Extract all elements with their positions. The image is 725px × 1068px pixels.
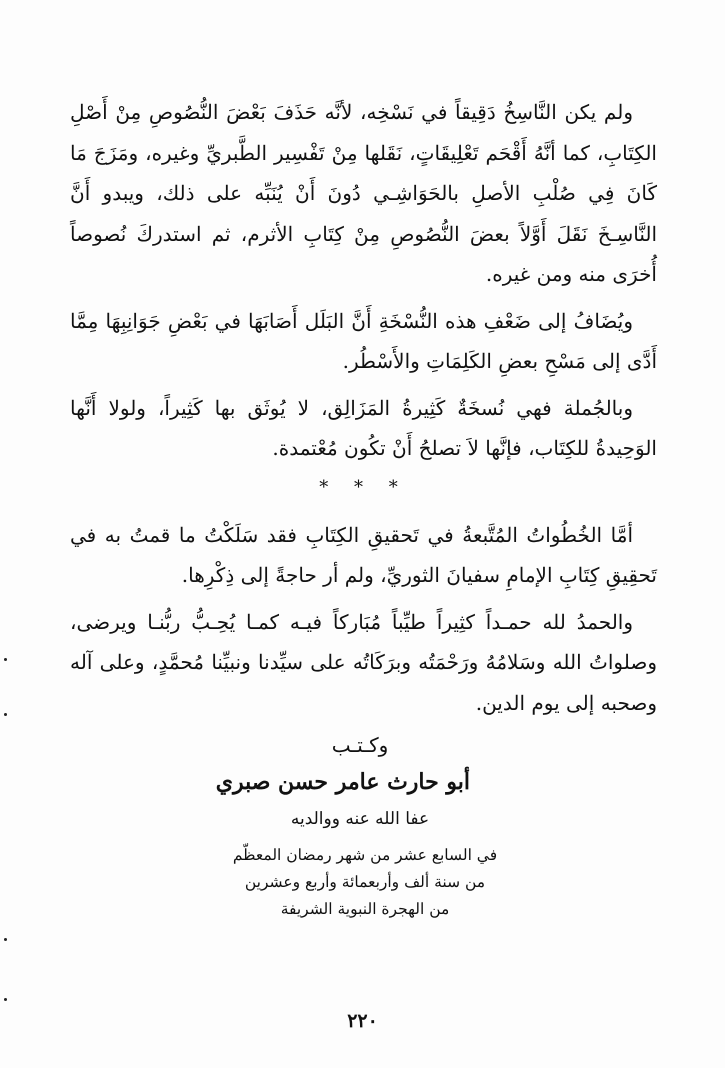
main-text [70,92,657,729]
paragraph-manuscript-reliability: وبالجُملة فهي نُسخَةٌ كَثِيرةُ المَزَالِق، لا يُوثَق بها كَثِيراً، ولولا أَنَّها الوَحِيدةُ للكِتَاب، فإنَّها لاَ تصلحُ أَنْ تكُون مُعْتمدة. [70,395,657,460]
completion-date [200,842,530,923]
margin-mark [4,713,7,716]
author-prayer: عفا الله عنه ووالديه [290,809,430,829]
author-name: أبو حارث عامر حسن صبري [215,769,470,795]
date-line-era: من الهجرة النبوية الشريفة [280,900,450,918]
date-line-day: في السابع عشر من شهر رمضان المعظّم [232,846,498,864]
paragraph-closing-praise: والحمدُ لله حمـداً كثِيراً طيِّباً مُبَاركاً فيـه كمـا يُحِـبُّ ربُّنـا ويرضى، وصلواتُ الله وسَلامُهُ ورَحْمَتُه وبرَكَاتُه على سيِّدنا ونبيِّنا مُحمَّدٍ، وعلى آله وصحبه إلى يوم الدين. [70,609,657,715]
paragraph-manuscript-damage: ويُضَافُ إلى ضَعْفِ هذه النُّسْخَةِ أَنَّ البَلَل أَصَابَهَا في بَعْضِ جَوَانِبِهَا مِمَّا أَدَّى إلى مَسْحِ بعضِ الكَلِمَاتِ والأَسْطُر. [70,308,657,373]
paragraph-copyist-accuracy: ولم يكن النَّاسِخُ دَقِيقاً في نَسْخِه، لأنَّه حَذَفَ بَعْضَ النُّصُوصِ مِنْ أَصْلِ الكِتَابِ، كما أنَّهُ أَقْحَم تَعْلِيقَاتٍ، نَقَلها مِنْ تَفْسِير الطَّبريِّ وغيره، ومَزَجَ مَا كَانَ فِي صُلْبِ الأصلِ بالحَوَاشِـي دُونَ أَنْ يُنَبِّه على ذلك، ويبدو أَنَّ النَّاسِـخَ نَقَلَ أَوَّلاً بعضَ النُّصُوصِ مِنْ كِتَابِ الأثرم، ثم استدركَ نُصوصاً أُخرَى منه ومن غيره. [70,100,658,286]
page-number: ٢٢٠ [347,1010,378,1032]
written-by-label: وكـتـب [331,733,389,757]
margin-mark [4,998,7,1001]
section-separator: * * * [319,476,408,498]
paragraph-methodology: أمَّا الخُطُواتُ المُتَّبعةُ في تَحقيقِ الكِتَابِ فقد سَلَكْتُ ما قمتُ به في تَحقِيقِ كِتَابِ الإمامِ سفيانَ الثوريِّ، ولم أر حاجةً إلى ذِكْرِها. [70,522,657,587]
date-line-year: من سنة ألف وأربعمائة وأربع وعشرين [244,873,486,891]
margin-mark [4,658,7,661]
author-signature [215,728,470,836]
margin-mark [4,938,7,941]
